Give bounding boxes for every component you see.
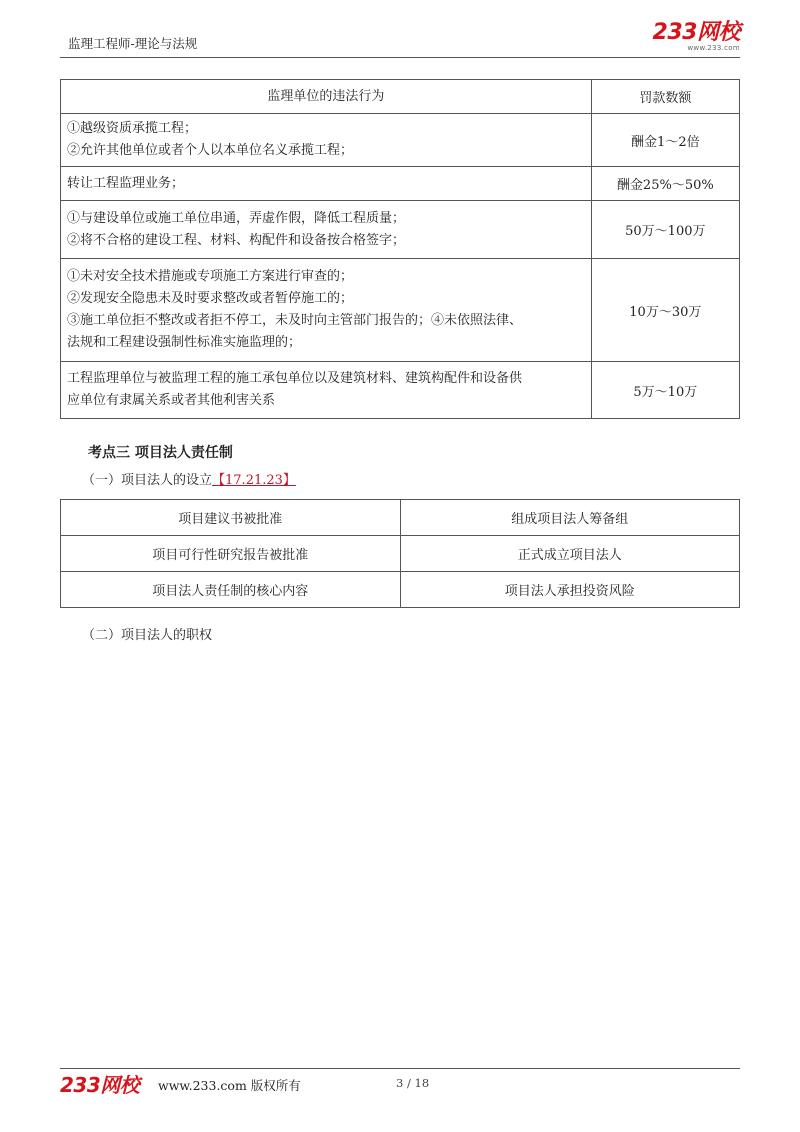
column-header-fine: 罚款数额 bbox=[591, 80, 739, 114]
violation-cell bbox=[61, 114, 592, 167]
subsection-label: （一）项目法人的设立 bbox=[82, 473, 213, 488]
fine-cell: 酬金25%～50% bbox=[591, 167, 739, 201]
table-cell: 项目法人责任制的核心内容 bbox=[61, 572, 401, 608]
copyright-text: www.233.com 版权所有 bbox=[158, 1078, 301, 1093]
table-cell: 项目可行性研究报告被批准 bbox=[61, 536, 401, 572]
fine-cell: 10万～30万 bbox=[591, 259, 739, 362]
fine-cell: 50万～100万 bbox=[591, 201, 739, 259]
corp-table bbox=[60, 499, 740, 608]
table-row bbox=[61, 500, 740, 536]
logo-chinese: 网校 bbox=[696, 20, 740, 45]
table-row bbox=[61, 259, 740, 362]
brand-logo[interactable] bbox=[653, 22, 740, 52]
table-cell: 正式成立项目法人 bbox=[400, 536, 740, 572]
violation-line: 转让工程监理业务； bbox=[67, 175, 185, 191]
footer-logo-chinese: 网校 bbox=[100, 1073, 140, 1097]
column-header-violation: 监理单位的违法行为 bbox=[61, 80, 592, 114]
table-row bbox=[61, 536, 740, 572]
table-header-row bbox=[61, 80, 740, 114]
table-row bbox=[61, 201, 740, 259]
subsection-heading-2: （二）项目法人的职权 bbox=[82, 628, 213, 643]
violation-cell bbox=[61, 362, 592, 419]
footer-logo-number: 233 bbox=[60, 1073, 101, 1097]
fine-cell: 5万～10万 bbox=[591, 362, 739, 419]
violation-line: ①与建设单位或施工单位串通，弄虚作假，降低工程质量； bbox=[67, 210, 406, 226]
page-footer bbox=[60, 1062, 740, 1102]
violation-line: ③施工单位拒不整改或者拒不停工，未及时向主管部门报告的；④未依照法律、 bbox=[67, 313, 523, 328]
footer-brand-logo[interactable] bbox=[60, 1074, 139, 1096]
violation-line: 应单位有隶属关系或者其他利害关系 bbox=[67, 393, 276, 408]
fine-cell: 酬金1～2倍 bbox=[591, 114, 739, 167]
page-header bbox=[60, 20, 740, 58]
violation-line: 工程监理单位与被监理工程的施工承包单位以及建筑材料、建筑构配件和设备供 bbox=[67, 371, 523, 386]
table-cell: 项目法人承担投资风险 bbox=[400, 572, 740, 608]
table-cell: 项目建议书被批准 bbox=[61, 500, 401, 536]
logo-url: www.233.com bbox=[687, 44, 740, 52]
page-number: 3 / 18 bbox=[396, 1076, 430, 1090]
violation-line: 法规和工程建设强制性标准实施监理的； bbox=[67, 335, 302, 350]
subsection-heading bbox=[82, 469, 296, 488]
logo-number: 233 bbox=[652, 20, 697, 45]
footer-divider bbox=[60, 1068, 740, 1069]
table-row bbox=[61, 167, 740, 201]
violation-line: ②允许其他单位或者个人以本单位名义承揽工程； bbox=[67, 143, 354, 158]
header-divider bbox=[60, 57, 740, 58]
violation-line: ②发现安全隐患未及时要求整改或者暂停施工的； bbox=[67, 291, 354, 306]
violation-cell bbox=[61, 259, 592, 362]
penalty-table bbox=[60, 79, 740, 419]
violation-line: ①未对安全技术措施或专项施工方案进行审查的； bbox=[67, 269, 354, 284]
table-cell: 组成项目法人筹备组 bbox=[400, 500, 740, 536]
violation-cell bbox=[61, 167, 592, 201]
table-row bbox=[61, 362, 740, 419]
violation-line: ②将不合格的建设工程、材料、构配件和设备按合格签字； bbox=[67, 232, 406, 248]
exam-year-reference: 【17.21.23】 bbox=[212, 473, 296, 488]
violation-line: ①越级资质承揽工程； bbox=[67, 121, 198, 136]
table-row bbox=[61, 114, 740, 167]
section-heading: 考点三 项目法人责任制 bbox=[88, 445, 233, 461]
violation-cell bbox=[61, 201, 592, 259]
table-row bbox=[61, 572, 740, 608]
header-title: 监理工程师-理论与法规 bbox=[68, 36, 198, 51]
